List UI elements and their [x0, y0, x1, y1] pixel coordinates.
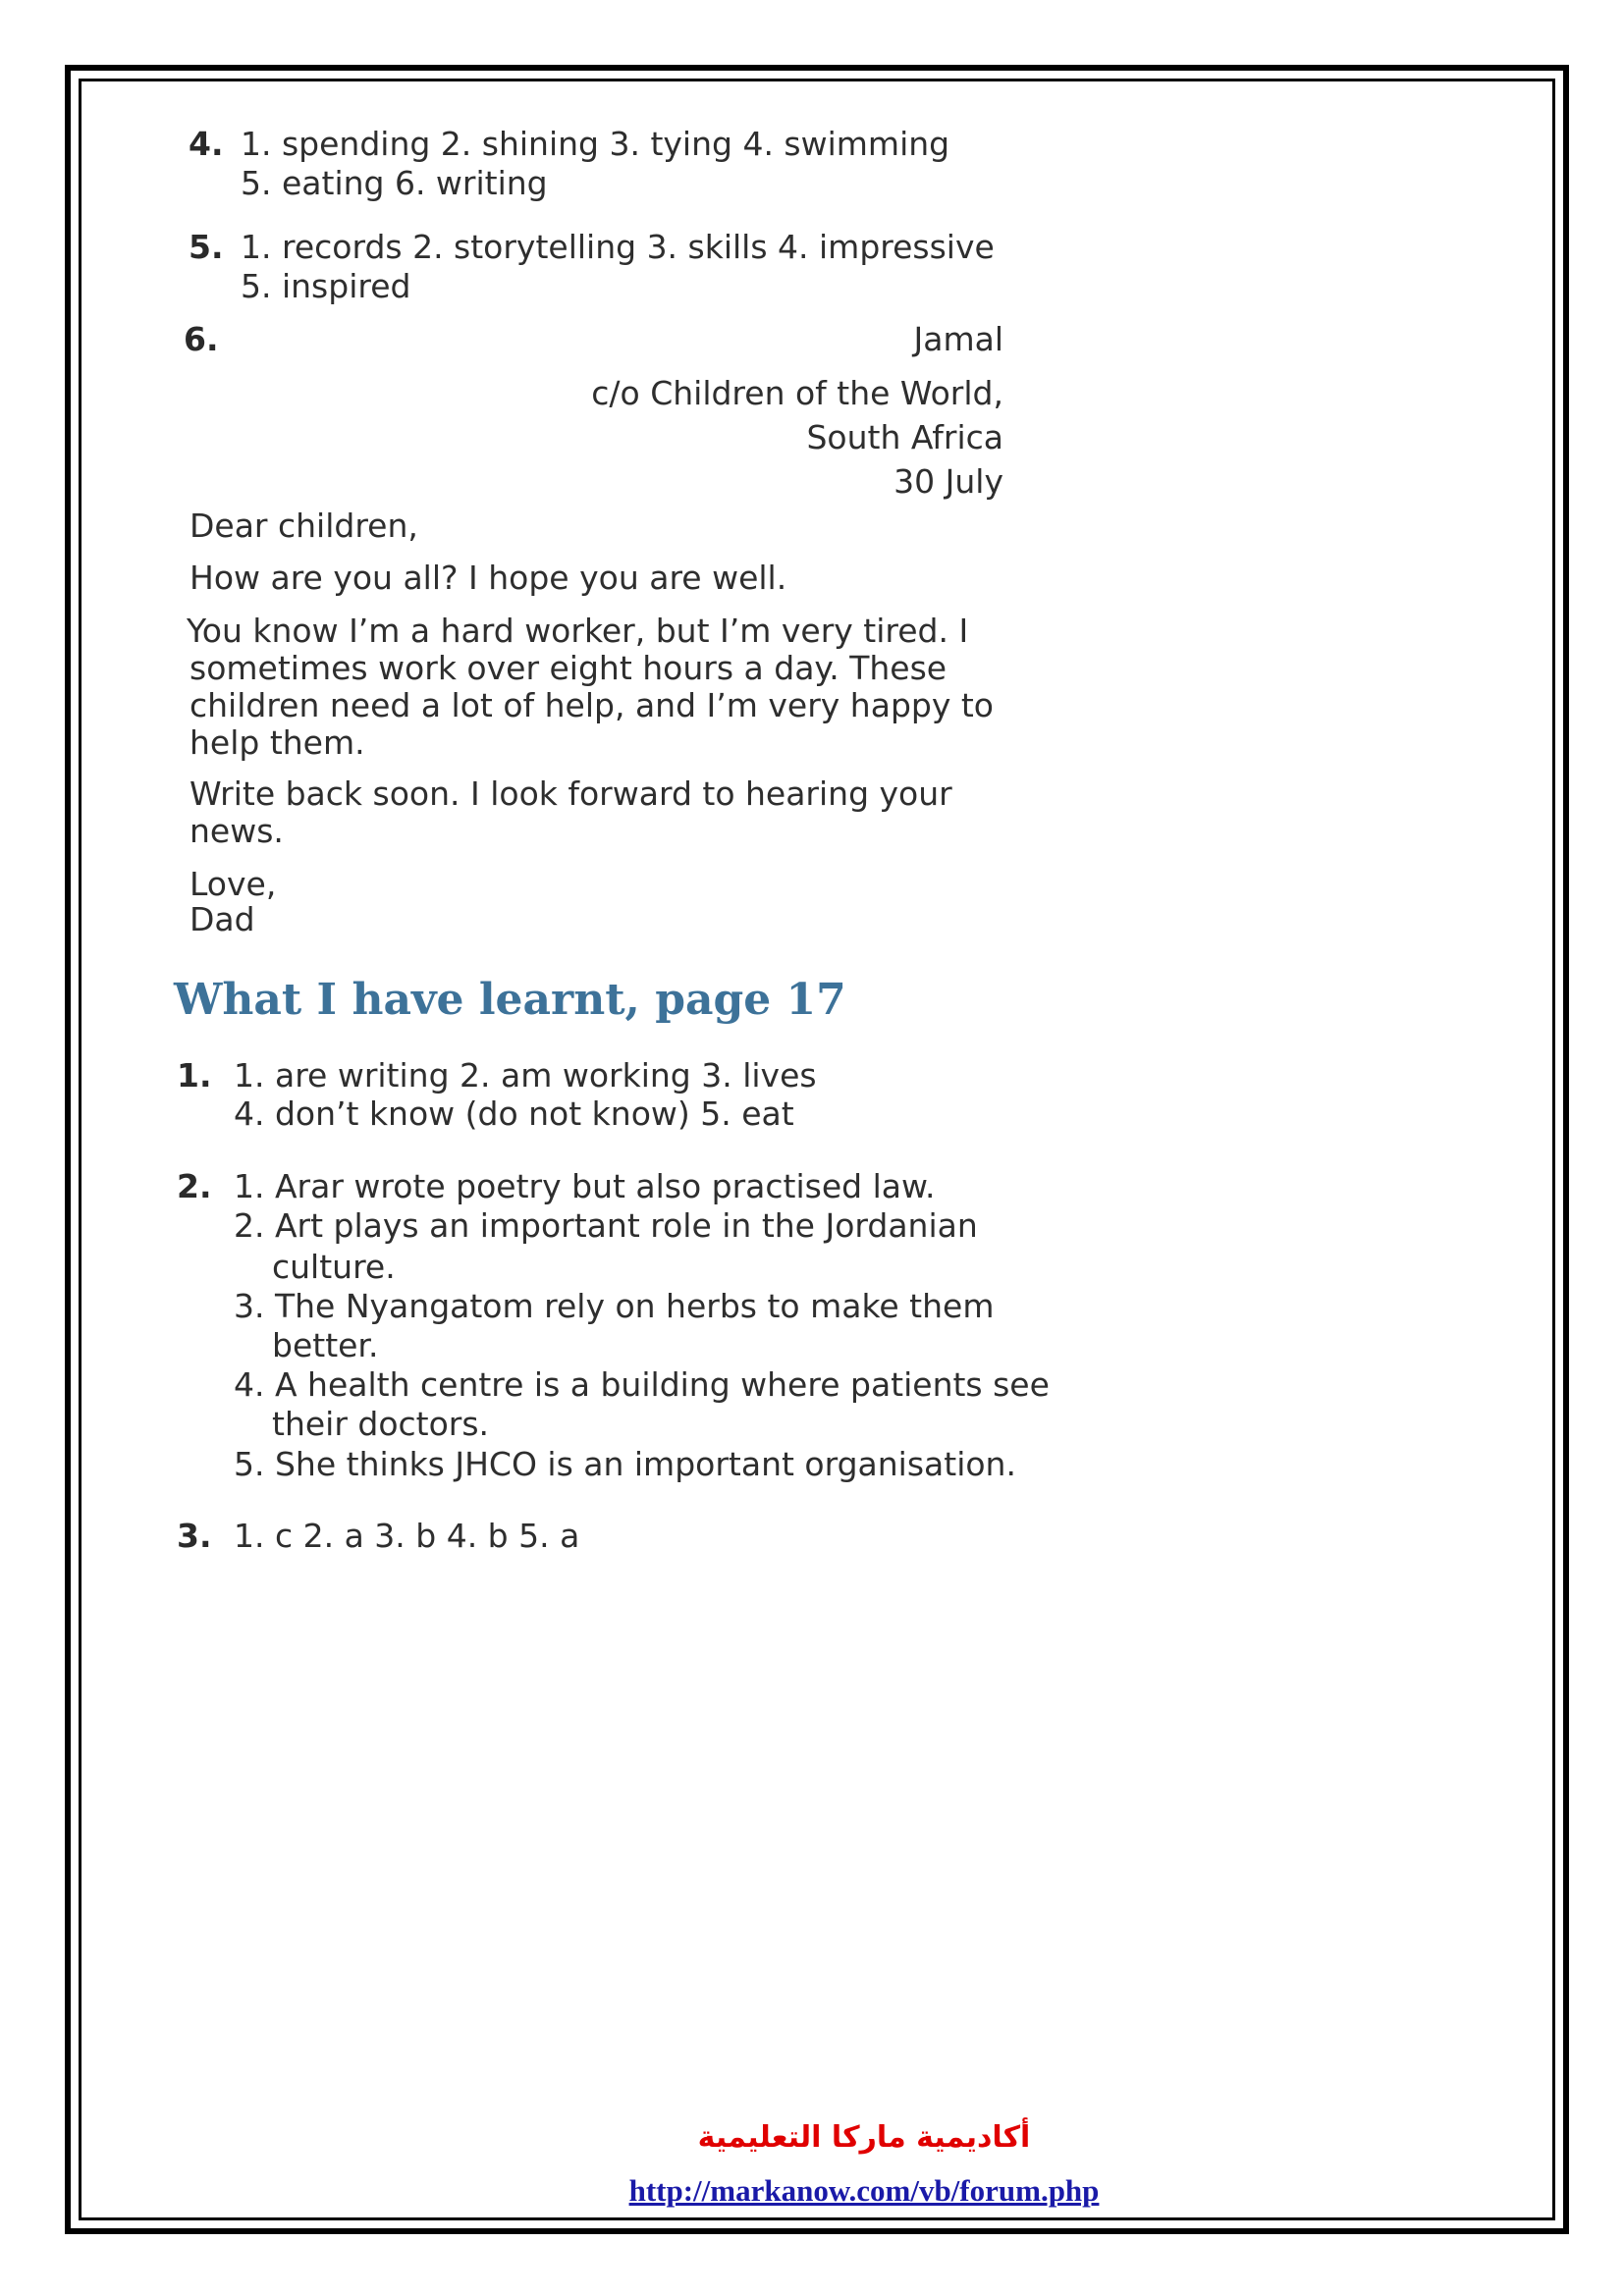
footer-forum-link[interactable]: http://markanow.com/vb/forum.php: [628, 2173, 1100, 2208]
letter-paragraph-line: You know I’m a hard worker, but I’m very tired. I: [187, 612, 969, 650]
answer-line: 4. A health centre is a building where patients see: [234, 1365, 1050, 1404]
exercise-number: 1.: [177, 1056, 212, 1095]
answer-line: 5. She thinks JHCO is an important organisation.: [234, 1445, 1016, 1483]
letter-paragraph-line: news.: [189, 812, 284, 850]
letter-paragraph: How are you all? I hope you are well.: [189, 559, 787, 597]
answer-line: better.: [272, 1326, 379, 1364]
letter-closing: Love,: [189, 865, 277, 903]
letter-address-line: South Africa: [806, 418, 1003, 456]
letter-paragraph-line: sometimes work over eight hours a day. These: [189, 649, 947, 687]
answer-line: 1. Arar wrote poetry but also practised law.: [234, 1167, 936, 1205]
answer-line: 1. spending 2. shining 3. tying 4. swimming: [241, 125, 950, 163]
answer-line: their doctors.: [272, 1405, 490, 1443]
section-heading: What I have learnt, page 17: [174, 975, 846, 1025]
exercise-number: 3.: [177, 1517, 212, 1555]
exercise-number: 2.: [177, 1167, 212, 1205]
answer-line: 4. don’t know (do not know) 5. eat: [234, 1095, 794, 1133]
letter-paragraph-line: Write back soon. I look forward to hearing your: [189, 774, 952, 813]
answer-line: 1. are writing 2. am working 3. lives: [234, 1056, 817, 1095]
exercise-number: 6.: [184, 320, 219, 358]
letter-paragraph-line: children need a lot of help, and I’m very happy to: [189, 686, 994, 724]
answer-line: 3. The Nyangatom rely on herbs to make them: [234, 1287, 995, 1325]
answer-line: 5. eating 6. writing: [241, 164, 548, 202]
exercise-number: 5.: [189, 228, 224, 266]
letter-greeting: Dear children,: [189, 507, 418, 545]
answer-line: 1. c 2. a 3. b 4. b 5. a: [234, 1517, 580, 1555]
letter-paragraph-line: help them.: [189, 723, 365, 762]
exercise-number: 4.: [189, 125, 224, 163]
letter-address-line: Jamal: [913, 320, 1003, 358]
letter-signature: Dad: [189, 900, 255, 938]
answer-line: 1. records 2. storytelling 3. skills 4. impressive: [241, 228, 995, 266]
answer-line: culture.: [272, 1248, 396, 1286]
letter-address-line: c/o Children of the World,: [591, 374, 1003, 412]
answer-line: 2. Art plays an important role in the Jordanian: [234, 1206, 978, 1245]
footer-academy-name: أكاديمية ماركا التعليمية: [697, 2120, 1031, 2155]
letter-date: 30 July: [893, 462, 1003, 501]
answer-line: 5. inspired: [241, 267, 411, 305]
